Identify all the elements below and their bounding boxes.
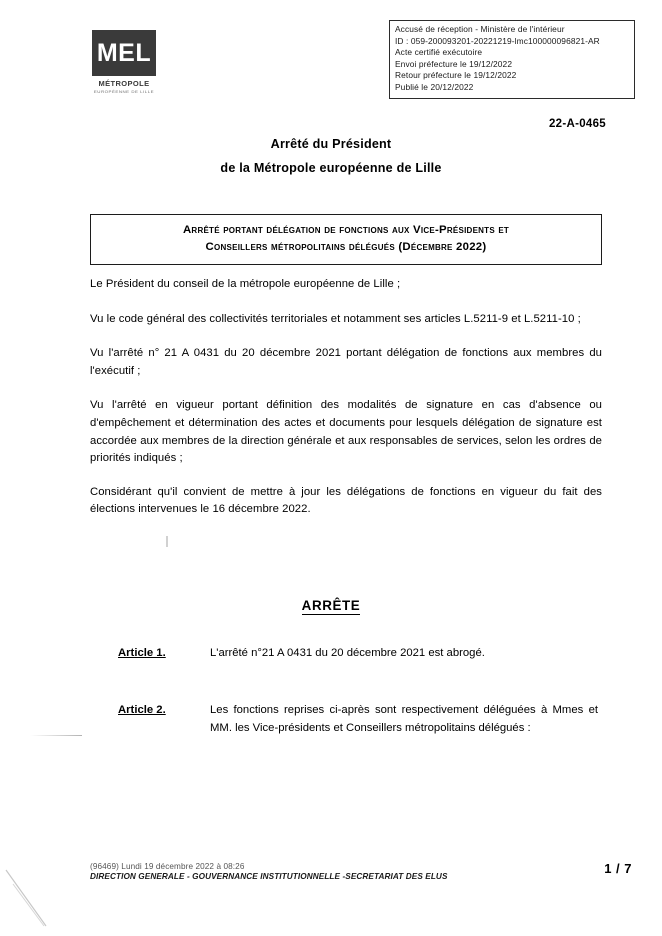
ar-stamp-line: ID : 059-200093201-20221219-lmc100000096821-AR	[395, 35, 600, 46]
subject-line-2: Conseillers métropolitains délégués (Décembre 2022)	[205, 241, 487, 253]
logo-mark-text: MEL	[96, 39, 152, 67]
article-2	[118, 702, 602, 737]
article-2-text: Les fonctions reprises ci-après sont respectivement déléguées à Mmes et MM. les Vice-présidents et Conseillers métropolitains délégués :	[210, 704, 598, 734]
body-paragraph: Vu l'arrêté en vigueur portant définition des modalités de signature en cas d'absence ou d'empêchement et détermination des actes et documents pour lesquels délégation de signature est accordée aux membres de la direction générale et aux responsables de services, selon les ordres de priorités indiqués ;	[90, 399, 602, 465]
scan-fold-artifact	[4, 868, 50, 930]
document-title-line-2: de la Métropole européenne de Lille	[220, 161, 442, 175]
ar-stamp-line: Envoi préfecture le 19/12/2022	[395, 58, 513, 69]
logo-mark	[92, 30, 156, 76]
article-2-label: Article 2.	[118, 704, 166, 716]
page-header	[0, 12, 662, 104]
footer-reference: (96469) Lundi 19 décembre 2022 à 08:26	[90, 862, 245, 871]
decision-heading	[0, 598, 662, 613]
body-paragraph: Vu le code général des collectivités territoriales et notamment ses articles L.5211-9 et L.5211-10 ;	[90, 312, 581, 325]
page-number: 1 / 7	[604, 861, 632, 876]
document-body	[90, 276, 602, 536]
body-paragraph: Vu l'arrêté n° 21 A 0431 du 20 décembre 2021 portant délégation de fonctions aux membres du l'exécutif ;	[90, 347, 602, 377]
subject-line-1: Arrêté portant délégation de fonctions aux Vice-Présidents et	[182, 224, 510, 236]
page-footer	[90, 862, 602, 881]
logo-subtitle-secondary: EUROPÉENNE DE LILLE	[93, 89, 155, 94]
document-reference-number: 22-A-0465	[548, 118, 606, 130]
article-1	[118, 645, 602, 663]
mel-logo	[92, 30, 156, 94]
acknowledgement-receipt-stamp	[389, 20, 635, 99]
body-paragraph: Le Président du conseil de la métropole européenne de Lille ;	[90, 278, 401, 290]
article-1-text: L'arrêté n°21 A 0431 du 20 décembre 2021 est abrogé.	[210, 647, 485, 659]
scan-smudge-artifact	[30, 735, 82, 736]
subject-box	[90, 214, 602, 265]
article-1-label: Article 1.	[118, 647, 166, 659]
body-paragraph: Considérant qu'il convient de mettre à jour les délégations de fonctions en vigueur du fait des élections intervenues le 16 décembre 2022.	[90, 485, 602, 516]
scan-speck-artifact	[166, 536, 168, 547]
ar-stamp-line: Accusé de réception - Ministère de l'intérieur	[395, 24, 565, 34]
footer-department: DIRECTION GENERALE - GOUVERNANCE INSTITUTIONNELLE -SECRETARIAT DES ELUS	[90, 872, 448, 881]
decision-heading-text: ARRÊTE	[301, 598, 361, 613]
ar-stamp-line: Retour préfecture le 19/12/2022	[395, 70, 517, 81]
document-title-line-1: Arrêté du Président	[270, 137, 392, 151]
logo-subtitle-primary: MÉTROPOLE	[98, 79, 150, 88]
ar-stamp-line: Publié le 20/12/2022	[395, 81, 474, 92]
ar-stamp-line: Acte certifié exécutoire	[395, 47, 483, 58]
